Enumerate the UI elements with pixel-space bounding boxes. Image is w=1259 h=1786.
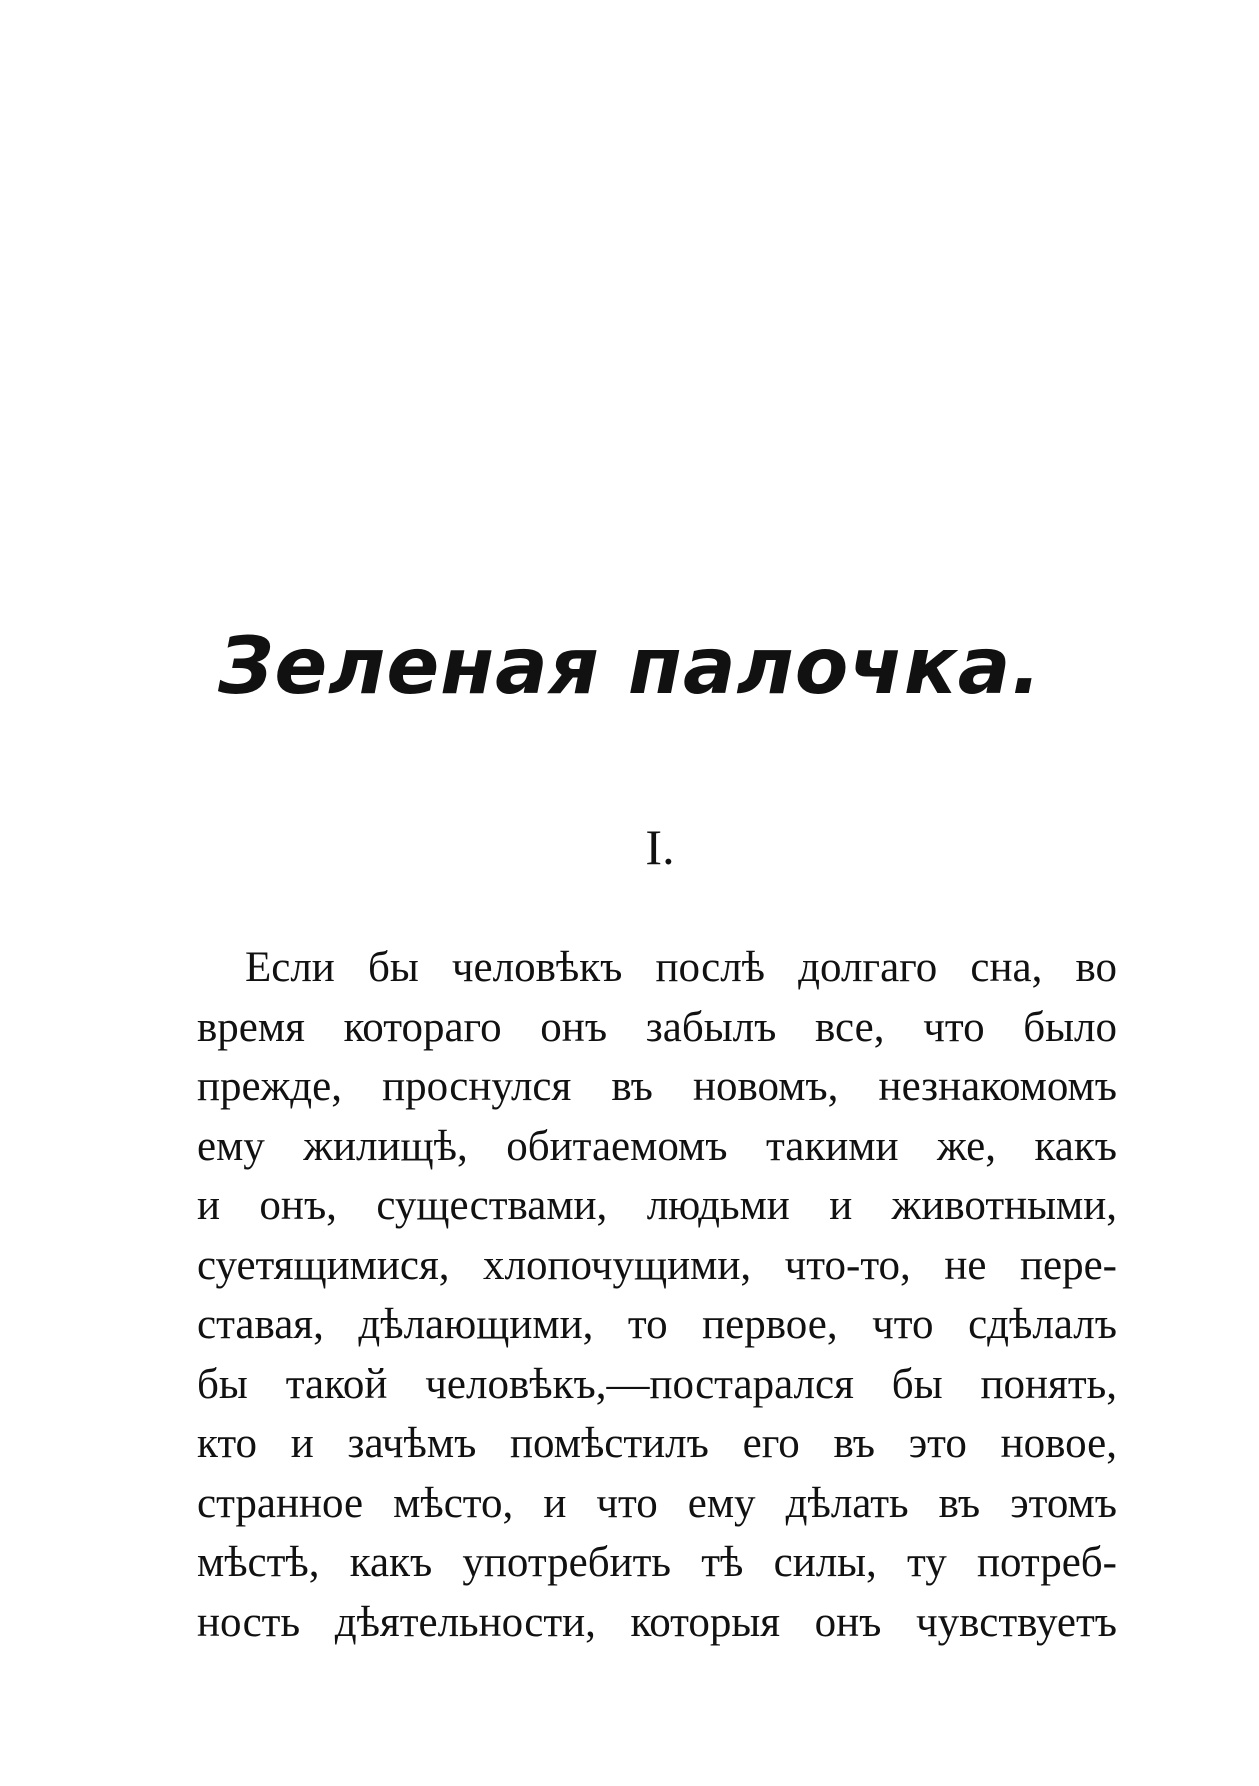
body-text	[197, 938, 1117, 1652]
chapter-number: I.	[645, 819, 675, 875]
text-line: ность дѣятельности, которыя онъ чувствуетъ	[197, 1598, 1117, 1646]
text-line: суетящимися, хлопочущими, что-то, не пере-	[197, 1241, 1117, 1289]
text-line: бы такой человѣкъ,—постарался бы понять,	[197, 1360, 1117, 1408]
text-line: странное мѣсто, и что ему дѣлать въ этомъ	[197, 1479, 1117, 1527]
text-line: мѣстѣ, какъ употребить тѣ силы, ту потреб-	[197, 1539, 1117, 1586]
story-title: Зеленая палочка.	[217, 622, 1043, 712]
text-line: ему жилищѣ, обитаемомъ такими же, какъ	[197, 1122, 1117, 1170]
text-line: время котораго онъ забылъ все, что было	[197, 1003, 1117, 1051]
text-line: ставая, дѣлающими, то первое, что сдѣлалъ	[197, 1301, 1117, 1348]
text-line: прежде, проснулся въ новомъ, незнакомомъ	[197, 1063, 1117, 1110]
text-line: кто и зачѣмъ помѣстилъ его въ это новое,	[197, 1420, 1117, 1467]
text-line: Если бы человѣкъ послѣ долгаго сна, во	[245, 944, 1117, 991]
text-line: и онъ, существами, людьми и животными,	[197, 1182, 1117, 1229]
